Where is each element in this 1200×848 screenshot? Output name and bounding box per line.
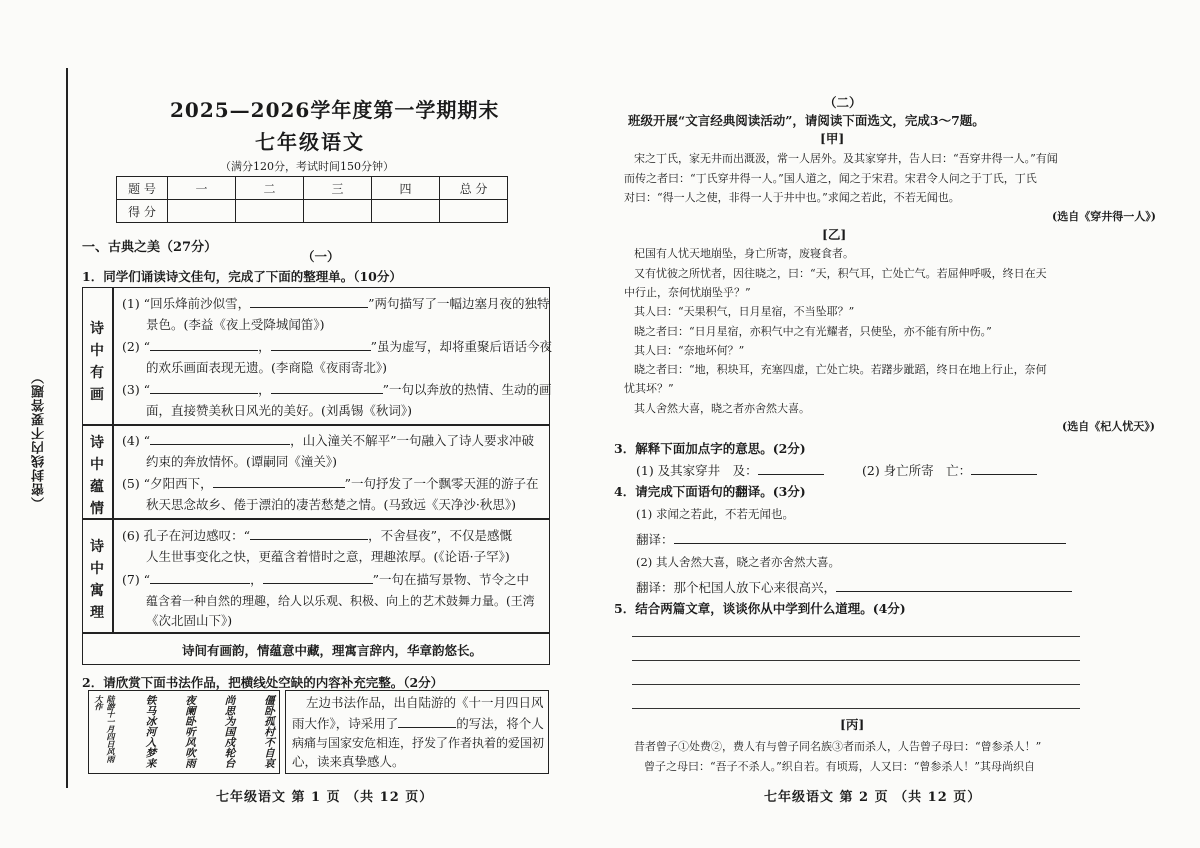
q3-item-1: (1) 及其家穿井 及： (636, 461, 824, 480)
divider (82, 518, 549, 520)
passage-text: 中行止，奈何忧崩坠乎？” (624, 286, 751, 299)
answer-blank[interactable] (271, 337, 371, 351)
answer-blank[interactable] (150, 570, 250, 584)
exam-title: 2025—2026学年度第一学期期末 (170, 98, 500, 122)
answer-blank[interactable] (271, 380, 383, 394)
passage-text: 宋之丁氏，家无井而出溉汲，常一人居外。及其家穿井，告人曰：“吾穿井得一人。”有闻 (634, 152, 1058, 165)
poetry-item-text: 面，直接赞美秋日风光的美好。(刘禹锡《秋词》) (146, 403, 413, 418)
passage-text: 其人曰：“天果积气，日月星宿，不当坠耶？” (634, 305, 855, 318)
table-cell: 总 分 (440, 177, 508, 200)
score-table-header-row (117, 177, 508, 200)
passage-text: 而传之者曰：“丁氏穿井得一人。”国人道之，闻之于宋君。宋君令人问之于丁氏，丁氏 (624, 172, 1037, 185)
answer-line[interactable] (632, 684, 1080, 685)
table-cell: 三 (304, 177, 372, 200)
table-cell: 题 号 (117, 177, 168, 200)
passage-label: [乙] (822, 227, 847, 242)
question-4: 4．请完成下面语句的翻译。(3分) (614, 484, 806, 499)
passage-text: 杞国有人忧天地崩坠，身亡所寄，废寝食者。 (634, 247, 854, 260)
table-cell: 一 (168, 177, 236, 200)
q4-translation-2: 翻译：那个杞国人放下心来很高兴， (636, 578, 1072, 597)
binding-line (66, 68, 68, 788)
poetry-item-5: (5) “夕阳西下， ”一句抒发了一个飘零天涯的游子在 (122, 476, 539, 491)
question-2: 2．请欣赏下面书法作品，把横线处空缺的内容补充完整。（2分） (82, 675, 444, 690)
exam-note: （满分120分，考试时间150分钟） (220, 160, 394, 173)
poetry-item-text: 秋天思念故乡、倦于漂泊的凄苦愁楚之情。(马致远《天净沙·秋思》) (146, 497, 516, 512)
category-label: 诗中有画 (90, 321, 104, 403)
answer-blank[interactable] (250, 294, 368, 308)
question-5: 5．结合两篇文章，谈谈你从中学到什么道理。(4分) (614, 601, 906, 616)
passage-text: 其人曰：“奈地坏何？” (634, 344, 745, 357)
part-heading: （一） (302, 249, 340, 264)
q3-item-2: (2) 身亡所寄 亡： (862, 461, 1037, 480)
passage-source: (选自《杞人忧天》) (1062, 420, 1155, 433)
answer-blank[interactable] (758, 461, 824, 475)
calligraphy-column: 夜阑卧听风吹雨 (184, 695, 196, 769)
passage-text: 曾子之母曰：“吾子不杀人。”织自若。有顷焉，人又曰：“曾参杀人！”其母尚织自 (644, 760, 1035, 773)
q2-text: 雨大作》，诗采用了 的写法，将个人 (292, 716, 544, 731)
q2-text: 病痛与国家安危相连，抒发了作者执着的爱国初 (292, 736, 545, 750)
answer-blank[interactable] (398, 714, 456, 728)
category-label: 诗中蕴情 (90, 435, 104, 517)
calligraphy-column: 僵卧孤村不自哀 (263, 695, 275, 769)
score-input[interactable] (372, 200, 440, 223)
page-footer: 七年级语文 第 2 页 （共 12 页） (764, 790, 982, 805)
poetry-item-text: 《次北固山下》) (146, 613, 233, 628)
page-footer: 七年级语文 第 1 页 （共 12 页） (216, 790, 434, 805)
score-table (116, 176, 508, 223)
poetry-item-7: (7) “ ， ”一句在描写景物、节令之中 (122, 572, 529, 587)
calligraphy-column: 铁马冰河入梦来 (144, 695, 157, 769)
divider (82, 424, 549, 426)
calligraphy-column: 尚思为国戍轮台 (223, 695, 236, 769)
divider (82, 632, 549, 634)
calligraphy-column: 陆游十一月四日风雨大作 (94, 695, 116, 763)
q4-item: (1) 求闻之若此，不若无闻也。 (636, 507, 794, 521)
score-input[interactable] (440, 200, 508, 223)
passage-text: 对曰：“得一人之使，非得一人于井中也。”求闻之若此，不若无闻也。 (624, 191, 960, 204)
right-page (600, 0, 1200, 848)
table-cell: 四 (372, 177, 440, 200)
question-3: 3．解释下面加点字的意思。(2分) (614, 441, 806, 456)
q4-translation-1: 翻译： (636, 530, 1066, 549)
poetry-item-text: 景色。(李益《夜上受降城闻笛》) (146, 317, 325, 332)
passage-text: 又有忧彼之所忧者，因往晓之，曰：“天，积气耳，亡处亡气。若屈伸呼吸，终日在天 (634, 267, 1047, 280)
passage-text: 昔者曾子①处费②，费人有与曾子同名族③者而杀人，人告曾子母曰：“曾参杀人！” (634, 740, 1042, 753)
q2-text: 心，读来真挚感人。 (292, 754, 405, 769)
answer-line[interactable] (632, 708, 1080, 709)
answer-blank[interactable] (263, 570, 373, 584)
answer-line[interactable] (632, 660, 1080, 661)
section-heading: 一、古典之美（27分） (82, 240, 218, 255)
poetry-item-2: (2) “ ， ”虽为虚写，却将重聚后语话今夜 (122, 339, 552, 354)
table-cell: 二 (236, 177, 304, 200)
category-label: 诗中寓理 (90, 539, 104, 621)
passage-text: 其人舍然大喜，晓之者亦舍然大喜。 (634, 402, 810, 415)
q2-text: 左边书法作品，出自陆游的《十一月四日风 (306, 695, 544, 710)
exam-subtitle: 七年级语文 (255, 130, 365, 154)
score-input[interactable] (168, 200, 236, 223)
passage-text: 晓之者曰：“地，积块耳，充塞四虚，亡处亡块。若躇步跐蹈，终日在地上行止，奈何 (634, 363, 1047, 376)
poetry-item-text: 的欢乐画面表现无遗。(李商隐《夜雨寄北》) (146, 360, 388, 375)
answer-blank[interactable] (674, 530, 1066, 544)
divider (112, 287, 114, 632)
passage-label: [丙] (840, 717, 865, 732)
passage-text: 晓之者曰：“日月星宿，亦积气中之有光耀者，只使坠，亦不能有所中伤。” (634, 325, 992, 338)
score-input[interactable] (304, 200, 372, 223)
table-cell: 得 分 (117, 200, 168, 223)
answer-blank[interactable] (971, 461, 1037, 475)
answer-blank[interactable] (213, 474, 345, 488)
answer-line[interactable] (632, 636, 1080, 637)
seal-line-note: （密封线内不要答题） (32, 370, 47, 510)
answer-blank[interactable] (150, 380, 258, 394)
poetry-item-3: (3) “ ， ”一句以奔放的热情、生动的画 (122, 382, 552, 397)
poetry-item-text: 人生世事变化之快，更蕴含着惜时之意，理趣浓厚。(《论语·子罕》) (146, 549, 510, 564)
poetry-item-6: (6) 孔子在河边感叹：“ ，不舍昼夜”，不仅是感慨 (122, 528, 512, 543)
question-1: 1．同学们诵读诗文佳句，完成了下面的整理单。（10分） (82, 269, 402, 284)
reading-intro: 班级开展“文言经典阅读活动”，请阅读下面选文，完成3～7题。 (628, 113, 985, 128)
summary-line: 诗间有画韵，情蕴意中藏，理寓言辞内，华章韵悠长。 (182, 643, 483, 658)
calligraphy-image (88, 690, 280, 774)
part-heading: （二） (824, 95, 862, 110)
passage-label: [甲] (820, 131, 845, 146)
answer-blank[interactable] (836, 578, 1072, 592)
passage-source: (选自《穿井得一人》) (1052, 210, 1156, 223)
answer-blank[interactable] (150, 431, 290, 445)
poetry-item-text: 约束的奔放情怀。(谭嗣同《潼关》) (146, 454, 338, 469)
answer-blank[interactable] (250, 526, 368, 540)
answer-blank[interactable] (150, 337, 258, 351)
passage-text: 忧其坏？” (624, 382, 674, 395)
poetry-item-1: (1) “回乐烽前沙似雪， ”两句描写了一幅边塞月夜的独特 (122, 296, 550, 311)
poetry-item-text: 蕴含着一种自然的理趣，给人以乐观、积极、向上的艺术鼓舞力量。(王湾 (146, 594, 535, 608)
q4-item: (2) 其人舍然大喜，晓之者亦舍然大喜。 (636, 555, 840, 569)
score-input[interactable] (236, 200, 304, 223)
poetry-item-4: (4) “ ，山入潼关不解平”一句融入了诗人要求冲破 (122, 433, 534, 448)
score-table-score-row (117, 200, 508, 223)
